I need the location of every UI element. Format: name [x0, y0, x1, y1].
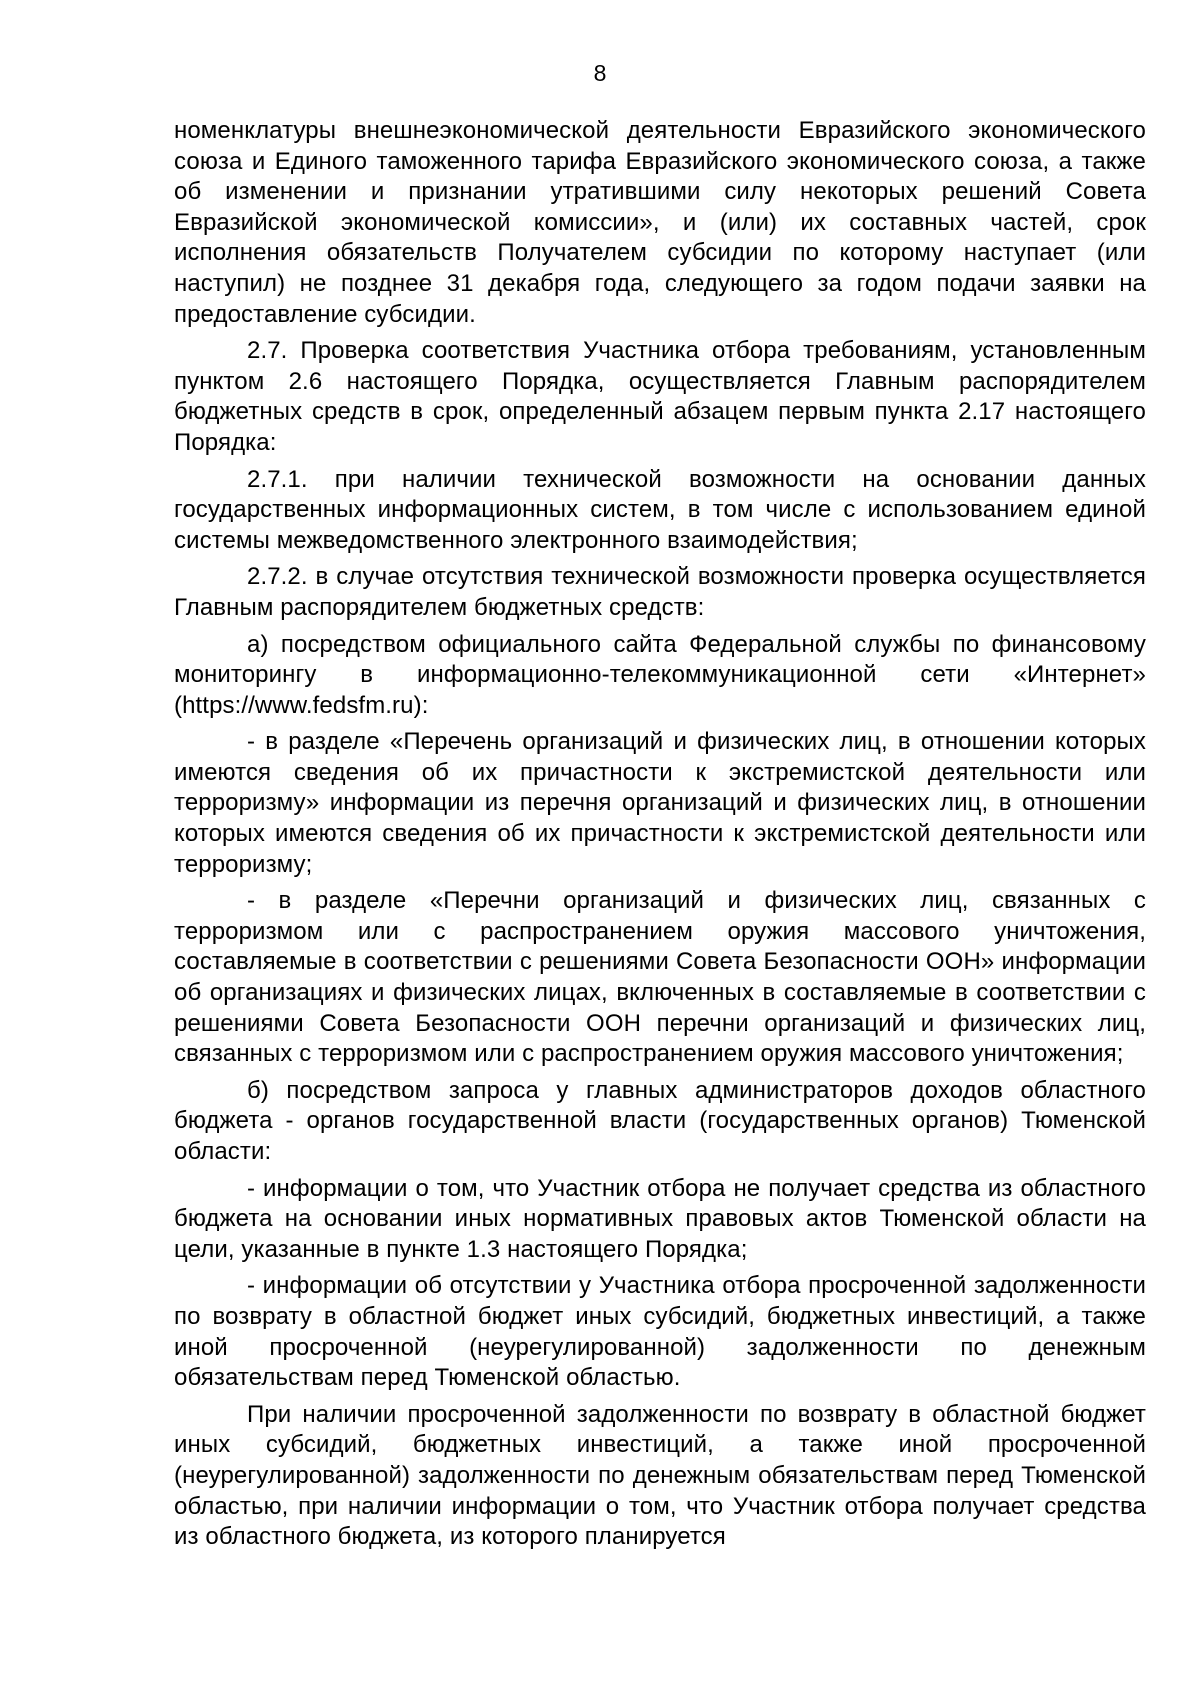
- paragraph-bullet-no-debt: - информации об отсутствии у Участника отбора просроченной задолженности по возврату в областной бюджет иных субсидий, бюджетных инвестиций, а также иной просроченной (неурегулированной) задолженности по денежным обязательствам перед Тюменской областью.: [174, 1272, 1146, 1392]
- page-number: 8: [593, 60, 607, 86]
- paragraph-bullet-un-lists: - в разделе «Перечни организаций и физических лиц, связанных с терроризмом или с распространением оружия массового уничтожения, составляемые в соответствии с решениями Совета Безопасности ООН» информации об организациях и физических лицах, включенных в составляемые в соответствии с решениями Совета Безопасности ООН перечни организаций и физических лиц, связанных с терроризмом или с распространением оружия массового уничтожения;: [174, 887, 1146, 1068]
- paragraph-item-b: б) посредством запроса у главных администраторов доходов областного бюджета - органов государственной власти (государственных органов) Тюменской области:: [174, 1076, 1146, 1165]
- paragraph-bullet-extremism-list: - в разделе «Перечень организаций и физических лиц, в отношении которых имеются сведения об их причастности к экстремистской деятельности или терроризму» информации из перечня организаций и физических лиц, в отношении которых имеются сведения об их причастности к экстремистской деятельности или терроризму;: [174, 728, 1146, 878]
- paragraph-item-a: а) посредством официального сайта Федеральной службы по финансовому мониторингу в информационно-телекоммуникационной сети «Интернет» (https://www.fedsfm.ru):: [174, 630, 1146, 719]
- paragraph-2-7-2: 2.7.2. в случае отсутствия технической возможности проверка осуществляется Главным распорядителем бюджетных средств:: [174, 563, 1146, 621]
- paragraph-bullet-no-other-funds: - информации о том, что Участник отбора не получает средства из областного бюджета на основании иных нормативных правовых актов Тюменской области на цели, указанные в пункте 1.3 настоящего Порядка;: [174, 1174, 1146, 1263]
- paragraph-2-7: 2.7. Проверка соответствия Участника отбора требованиям, установленным пунктом 2.6 настоящего Порядка, осуществляется Главным распорядителем бюджетных средств в срок, определенный абзацем первым пункта 2.17 настоящего Порядка:: [174, 337, 1146, 456]
- paragraph-2-7-1: 2.7.1. при наличии технической возможности на основании данных государственных информационных систем, в том числе с использованием единой системы межведомственного электронного взаимодействия;: [174, 465, 1146, 554]
- document-body: [174, 116, 1146, 1559]
- paragraph-continuation: номенклатуры внешнеэкономической деятельности Евразийского экономического союза и Единого таможенного тарифа Евразийского экономического союза, а также об изменении и признании утратившими силу некоторых решений Совета Евразийской экономической комиссии», и (или) их составных частей, срок исполнения обязательств Получателем субсидии по которому наступает (или наступил) не позднее 31 декабря года, следующего за годом подачи заявки на предоставление субсидии.: [174, 117, 1146, 328]
- paragraph-debt-consequence: При наличии просроченной задолженности по возврату в областной бюджет иных субсидий, бюджетных инвестиций, а также иной просроченной (неурегулированной) задолженности по денежным обязательствам перед Тюменской областью, при наличии информации о том, что Участник отбора получает средства из областного бюджета, из которого планируется: [174, 1400, 1146, 1551]
